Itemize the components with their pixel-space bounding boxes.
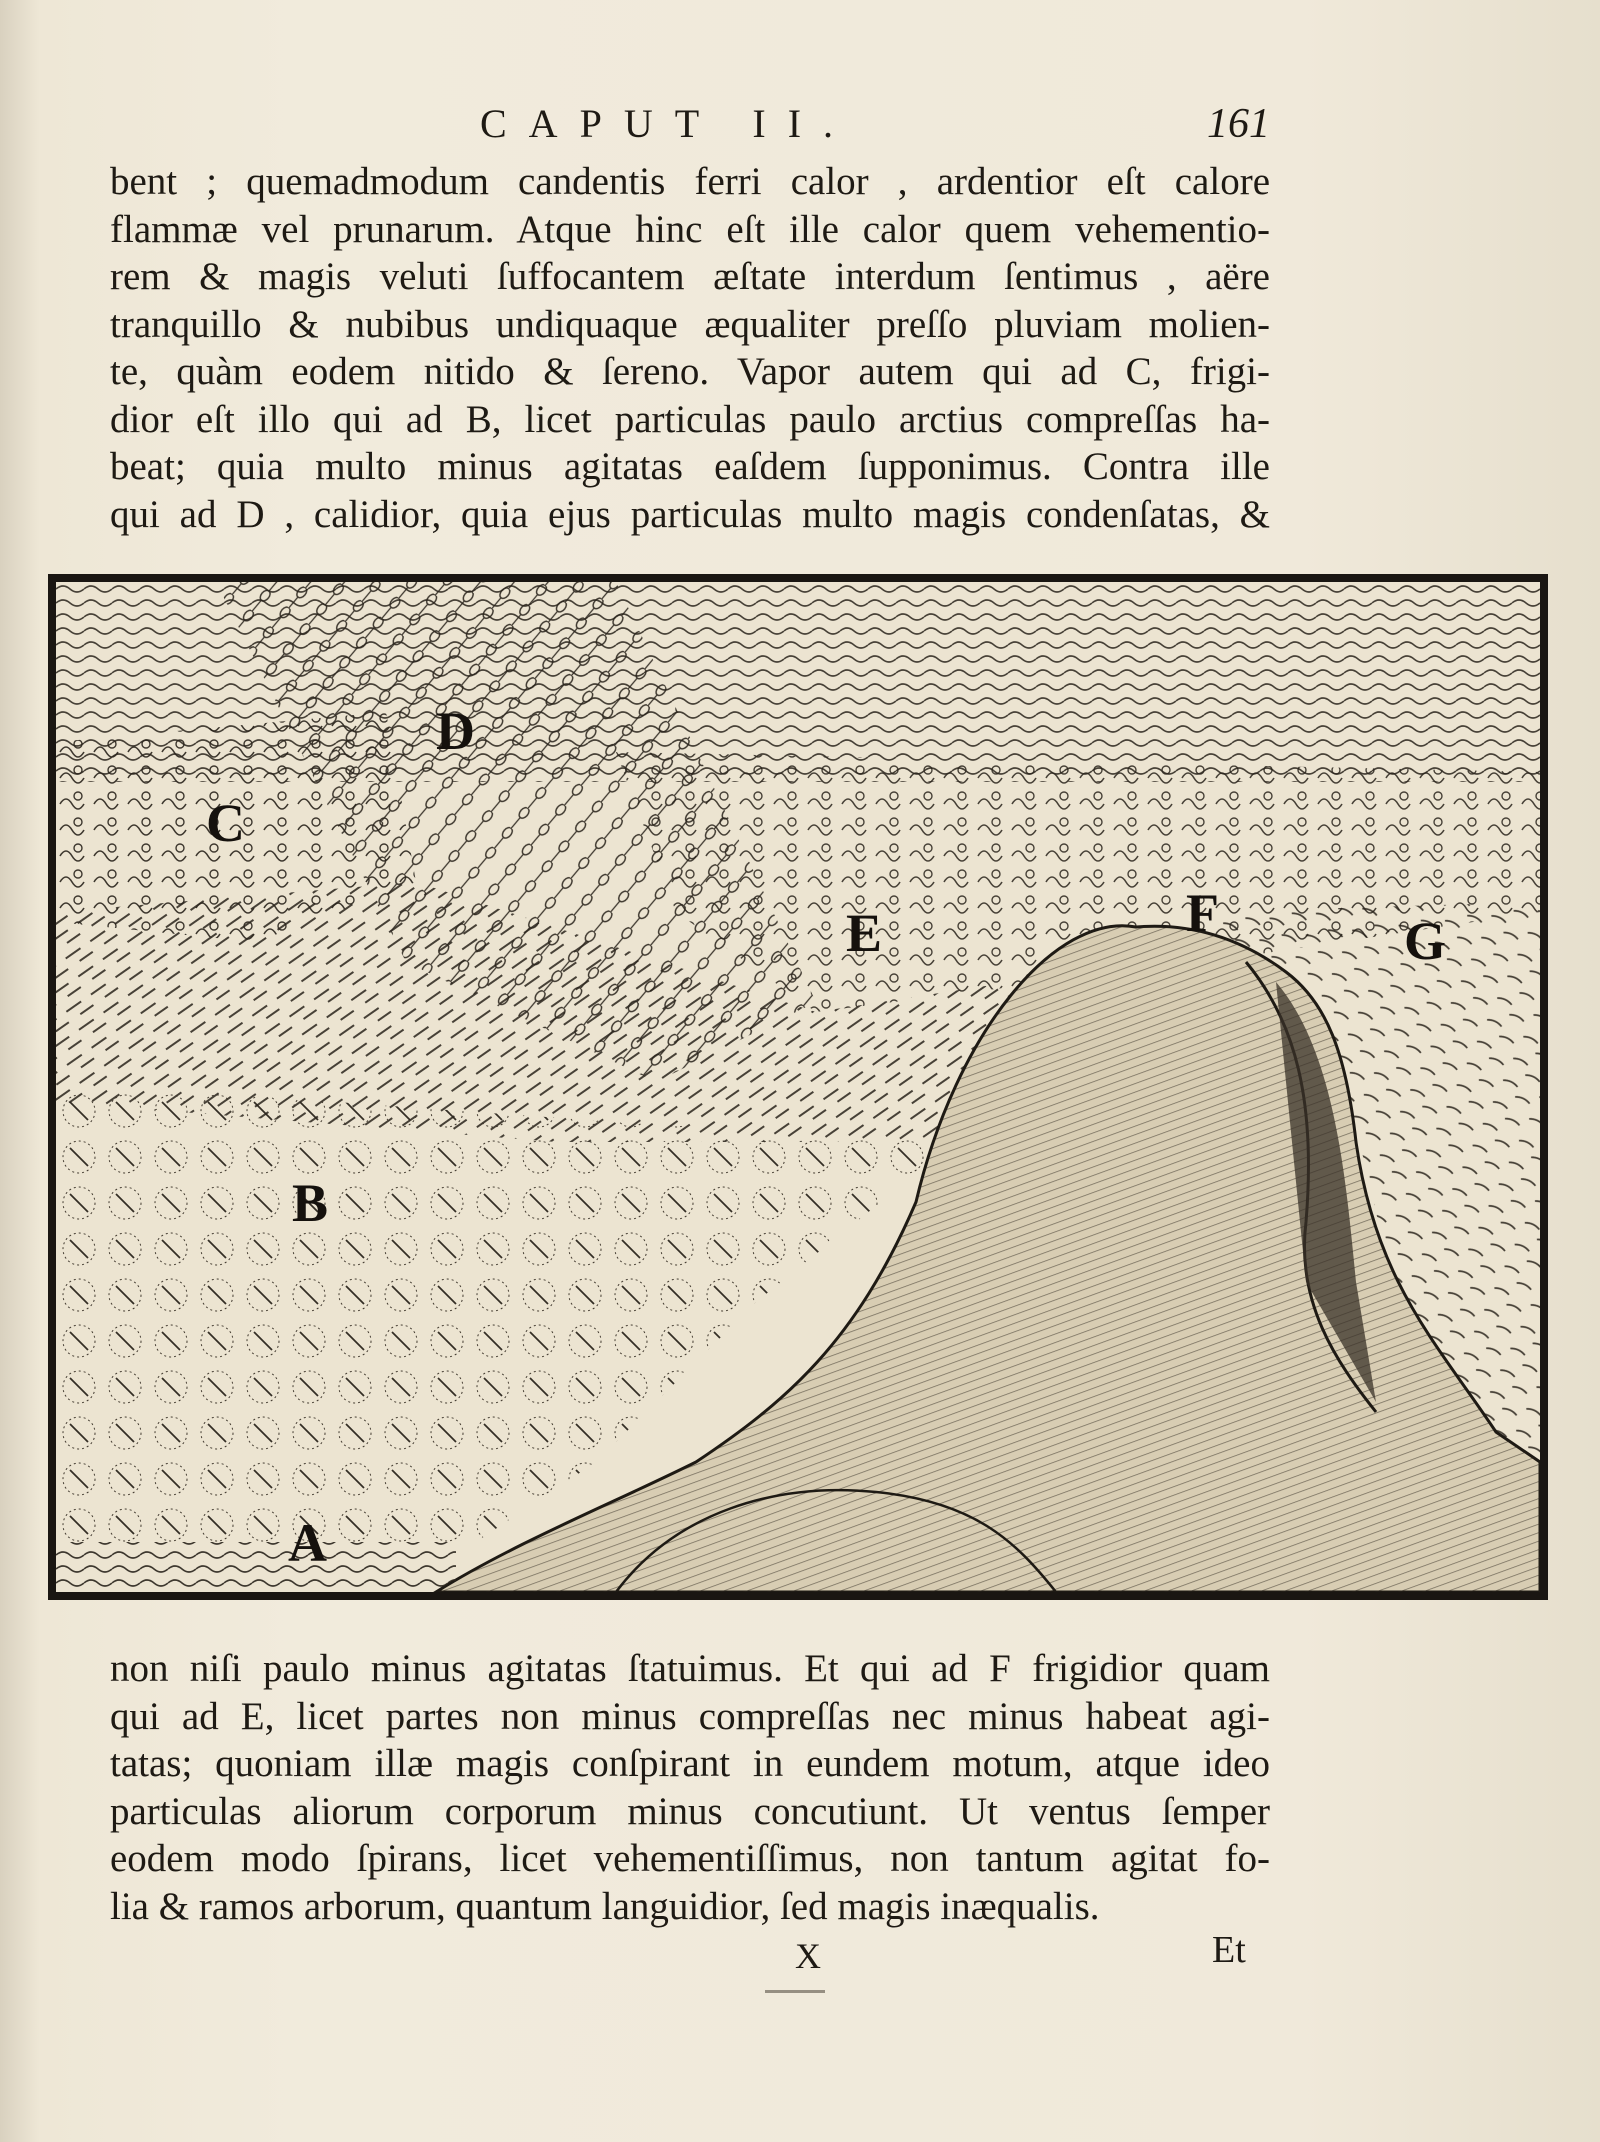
figure-label-g: G (1404, 911, 1447, 971)
figure-label-c: C (206, 793, 245, 853)
running-head: CAPUT II. (480, 101, 856, 146)
bottom-paragraph (110, 1645, 1270, 1930)
text-line: te, quàm eodem nitido & ſereno. Vapor autem qui ad C, frigi- (110, 350, 1270, 393)
text-line: tranquillo & nubibus undiquaque æqualiter preſſo pluviam molien- (110, 302, 1270, 346)
signature-mark: X (795, 1936, 821, 1976)
text-line: non niſi paulo minus agitatas ſtatuimus. Et qui ad F frigidior quam (110, 1647, 1270, 1690)
catchword: Et (1212, 1929, 1246, 1971)
text-line: tatas; quoniam illæ magis conſpirant in eundem motum, atque ideo (110, 1742, 1270, 1785)
page-number: 161 (1207, 101, 1270, 147)
text-line: rem & magis veluti ſuffocantem æſtate interdum ſentimus , aëre (110, 255, 1270, 298)
figure-label-a: A (288, 1513, 327, 1573)
text-line: eodem modo ſpirans, licet vehementiſſimus, non tantum agitat fo- (110, 1837, 1270, 1880)
top-paragraph (110, 158, 1270, 538)
figure-label-b: B (292, 1173, 329, 1233)
engraving-drawing (56, 582, 1540, 1592)
ink-mark (765, 1990, 825, 1993)
figure-label-f: F (1186, 883, 1219, 943)
text-line: beat; quia multo minus agitatas eaſdem ſupponimus. Contra ille (110, 445, 1270, 488)
text-line: qui ad D , calidior, quia ejus particulas multo magis condenſatas, & (110, 492, 1270, 536)
page-header (110, 100, 1270, 150)
figure-label-d: D (436, 701, 475, 761)
text-line: lia & ramos arborum, quantum languidior, ſed magis inæqualis. (110, 1884, 1100, 1928)
text-line: dior eſt illo qui ad B, licet particulas paulo arctius compreſſas ha- (110, 397, 1270, 441)
figure-label-e: E (846, 903, 883, 963)
text-line: particulas aliorum corporum minus concutiunt. Ut ventus ſemper (110, 1789, 1270, 1833)
text-line: bent ; quemadmodum candentis ferri calor , ardentior eſt calore (110, 160, 1270, 203)
text-line: flammæ vel prunarum. Atque hinc eſt ille calor quem vehementio- (110, 207, 1270, 251)
woodcut-illustration (48, 574, 1548, 1600)
text-line: qui ad E, licet partes non minus compreſſas nec minus habeat agi- (110, 1694, 1270, 1738)
